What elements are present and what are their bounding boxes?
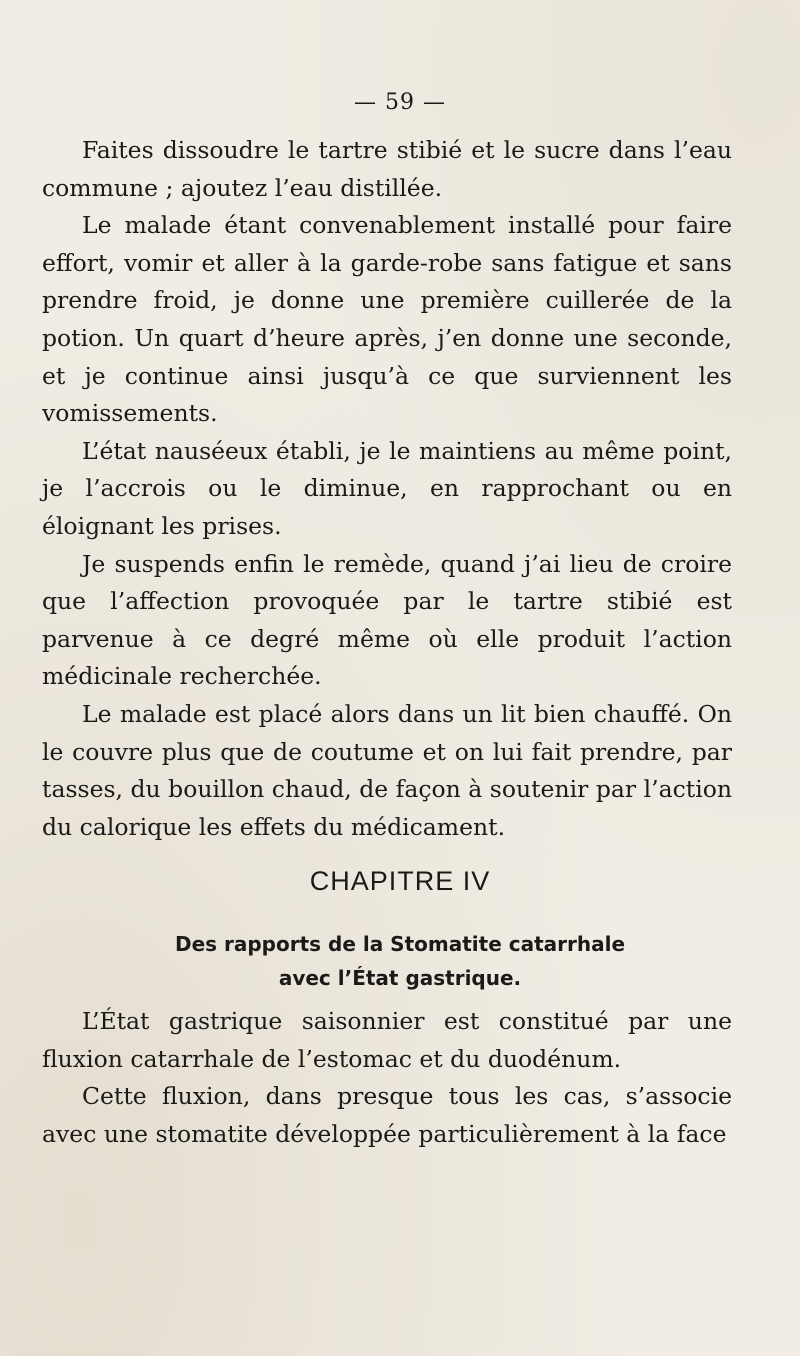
paragraph-dissolve: Faites dissoudre le tartre stibié et le sucre dans l’eau commune ; ajoutez l’eau distillée. bbox=[42, 136, 732, 202]
chapter-subtitle-line-2: avec l’État gastrique. bbox=[278, 966, 522, 990]
chapter-subtitle bbox=[0, 927, 800, 995]
paragraph-nauseous-state: L’état nauséeux établi, je le maintiens au même point, je l’accrois ou le diminue, en rapprochant ou en éloignant les prises. bbox=[42, 436, 732, 540]
paragraph-patient-installed: Le malade étant convenablement installé pour faire effort, vomir et aller à la garde-robe sans fatigue et sans prendre froid, je donne une première cuillerée de la potion. Un quart d’heure après, j’en donne une seconde, et je continue ainsi jusqu’à ce que surviennent les vomissements. bbox=[42, 211, 732, 428]
paragraph-gastric-state: L’État gastrique saisonnier est constitué par une fluxion catarrhale de l’estomac et du duodénum. bbox=[42, 1007, 732, 1073]
page-number: — 59 — bbox=[354, 90, 446, 115]
chapter-heading: CHAPITRE IV bbox=[309, 866, 491, 896]
text-block-upper bbox=[42, 132, 732, 846]
text-block-lower bbox=[42, 1003, 732, 1153]
paragraph-fluxion: Cette fluxion, dans presque tous les cas, s’associe avec une stomatite développée particulièrement à la face bbox=[42, 1082, 732, 1148]
paragraph-suspend-remedy: Je suspends enfin le remède, quand j’ai lieu de croire que l’affection provoquée par le tartre stibié est parvenue à ce degré même où elle produit l’action médicinale recherchée. bbox=[42, 549, 732, 691]
chapter-subtitle-line-1: Des rapports de la Stomatite catarrhale bbox=[174, 932, 626, 956]
paragraph-warm-bed: Le malade est placé alors dans un lit bien chauffé. On le couvre plus que de coutume et on lui fait prendre, par tasses, du bouillon chaud, de façon à soutenir par l’action du calorique les effets du médicament. bbox=[42, 699, 732, 841]
